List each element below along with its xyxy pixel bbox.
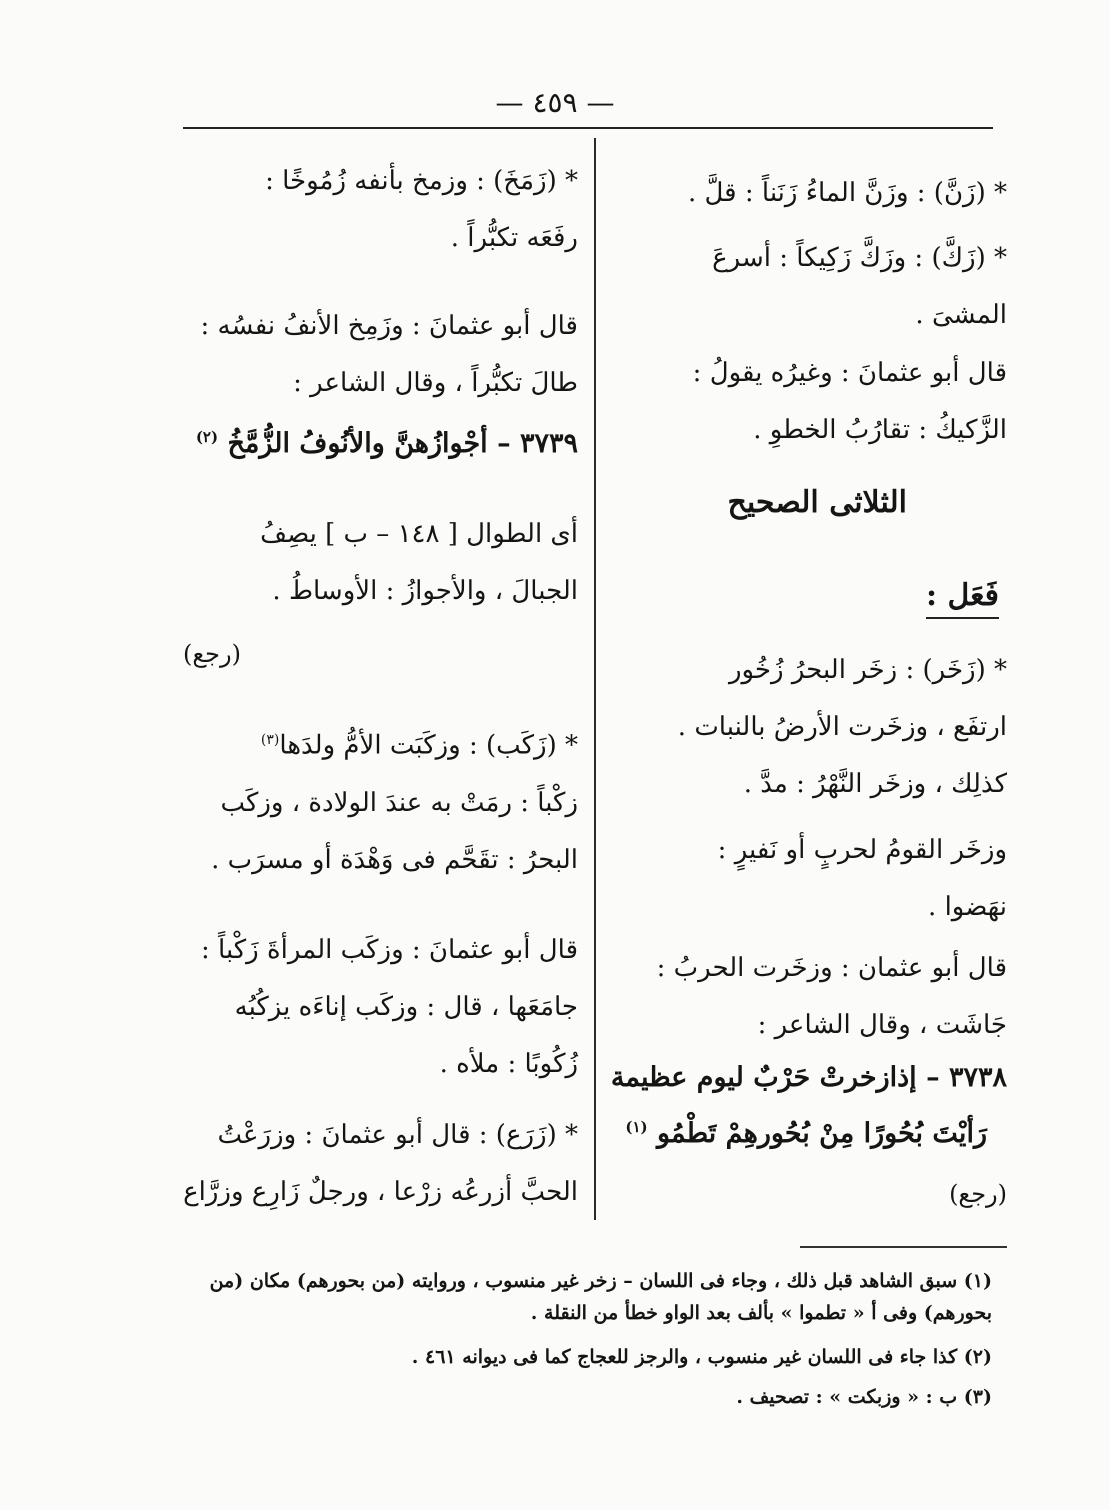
- page-number: — ٤٥٩ —: [495, 86, 615, 119]
- footnotes: [180, 1265, 992, 1413]
- footnote-line: (١) سبق الشاهد قبل ذلك ، وجاء فى اللسان – زخر غير منسوب ، وروايته (من بحورهم) مكان (من: [209, 1270, 992, 1292]
- subheading: [926, 578, 999, 613]
- text-line: قال أبو عثمانَ : وزكَب المرأةَ زَكْباً :: [201, 935, 578, 965]
- text-line: قال أبو عثمان : وزخَرت الحربُ :: [656, 953, 1007, 983]
- text-line: الحبَّ أزرعُه زرْعا ، ورجلٌ زَارِع وزرَّاع: [183, 1177, 578, 1207]
- footnote-line: (٣) ب : « وزبكت » : تصحيف .: [736, 1386, 992, 1408]
- abu-uthman-note: [183, 298, 578, 412]
- text-line: * (زَمَخَ) : وزمخ بأنفه زُمُوخًا :: [265, 166, 578, 196]
- entry-zaraa: [183, 1107, 578, 1221]
- footnote-marker: (١): [625, 1118, 648, 1136]
- verse-text: رَأيْتَ بُحُورًا مِنْ بُحُورهِمْ تَطْمُو: [657, 1118, 987, 1149]
- header-rule: [183, 127, 993, 129]
- verse-3738-line1: ٣٧٣٨ – إذازخرتْ حَرْبٌ ليوم عظيمة: [610, 1062, 1007, 1093]
- entry-zakk: [612, 230, 1007, 344]
- entry-zann: [612, 165, 1007, 222]
- subheading-text: فَعَل :: [926, 578, 999, 619]
- text-line: جَاشَت ، وقال الشاعر :: [757, 1010, 1007, 1040]
- footnote-marker: (٢): [195, 428, 219, 446]
- text-line: رفَعَه تكبُّراً .: [450, 223, 578, 253]
- text-line: * (زَكَّ) : وزَكَّ زَكِيكاً : أسرعَ: [712, 243, 1007, 273]
- text-line: الجبالَ ، والأجوازُ : الأوساطُ .: [272, 576, 578, 606]
- verse-3739: [183, 428, 578, 459]
- text-line: [183, 712, 578, 775]
- text-line: زُكُوبًا : ملأه .: [439, 1049, 578, 1079]
- text-line: قال أبو عثمانَ : وزَمِخ الأنفُ نفسُه :: [200, 311, 578, 341]
- text-line: المشىَ .: [915, 300, 1007, 330]
- entry-zakhar: [612, 642, 1007, 813]
- verse-meter: (رجع): [183, 640, 241, 668]
- column-divider: [594, 138, 596, 1220]
- verse-meter: (رجع): [949, 1180, 1007, 1208]
- footnote-marker: (٣): [260, 732, 280, 748]
- text-line: * (زَرَع) : قال أبو عثمانَ : وزرَعْتُ: [217, 1120, 578, 1150]
- section-heading: الثلاثى الصحيح: [727, 485, 907, 520]
- text-line: ارتفَع ، وزخَرت الأرضُ بالنبات .: [677, 712, 1007, 742]
- abu-uthman-note: [612, 345, 1007, 459]
- text-line: الزَّكيكُ : تقارُبُ الخطوِ .: [753, 415, 1007, 445]
- verse-3738-line2: [612, 1118, 987, 1149]
- text-line: قال أبو عثمانَ : وغيرُه يقولُ :: [692, 358, 1007, 388]
- abu-uthman-note: [183, 922, 578, 1093]
- footnote-line: (٢) كذا جاء فى اللسان غير منسوب ، والرجز للعجاج كما فى ديوانه ٤٦١ .: [411, 1346, 992, 1368]
- entry-zamakh: [183, 153, 578, 267]
- entry-zakhar-qawm: [612, 822, 1007, 936]
- text-line: طالَ تكبُّراً ، وقال الشاعر :: [293, 368, 578, 398]
- text-line: جامَعَها ، قال : وزكَب إناءَه يزكُبُه: [234, 992, 578, 1022]
- footnote-rule: [800, 1246, 1007, 1248]
- abu-uthman-note: [612, 940, 1007, 1054]
- verse-text: ٣٧٣٩ – أجْوازُهنَّ والأنُوفُ الزُّمَّخُ: [227, 428, 578, 459]
- text-line: زكْباً : رمَتْ به عندَ الولادة ، وزكَب: [220, 787, 578, 818]
- text-line: نهَضوا .: [928, 892, 1007, 922]
- text-line: * (زَخَر) : زخَر البحرُ زُخُور: [728, 655, 1007, 685]
- text-line: البحرُ : تقَحَّم فى وَهْدَة أو مسرَب .: [211, 844, 578, 875]
- text-line: كذلِك ، وزخَر النَّهْرُ : مدَّ .: [743, 769, 1007, 799]
- text-line: وزخَر القومُ لحربٍ أو نَفيرٍ :: [717, 835, 1007, 865]
- gloss-tiwal: [183, 506, 578, 620]
- text-line: * (زَنَّ) : وزَنَّ الماءُ زَنَناً : قلَّ .: [687, 178, 1007, 208]
- text-segment: * (زَكَب) : وزكَبَت الأمُّ ولدَها: [279, 730, 578, 761]
- footnote-line: بحورهم) وفى أ « تطموا » بألف بعد الواو خطأ من النقلة .: [530, 1302, 992, 1324]
- text-line: أى الطوال [ ١٤٨ – ب ] يصِفُ: [260, 519, 578, 549]
- entry-zakab: [183, 712, 578, 889]
